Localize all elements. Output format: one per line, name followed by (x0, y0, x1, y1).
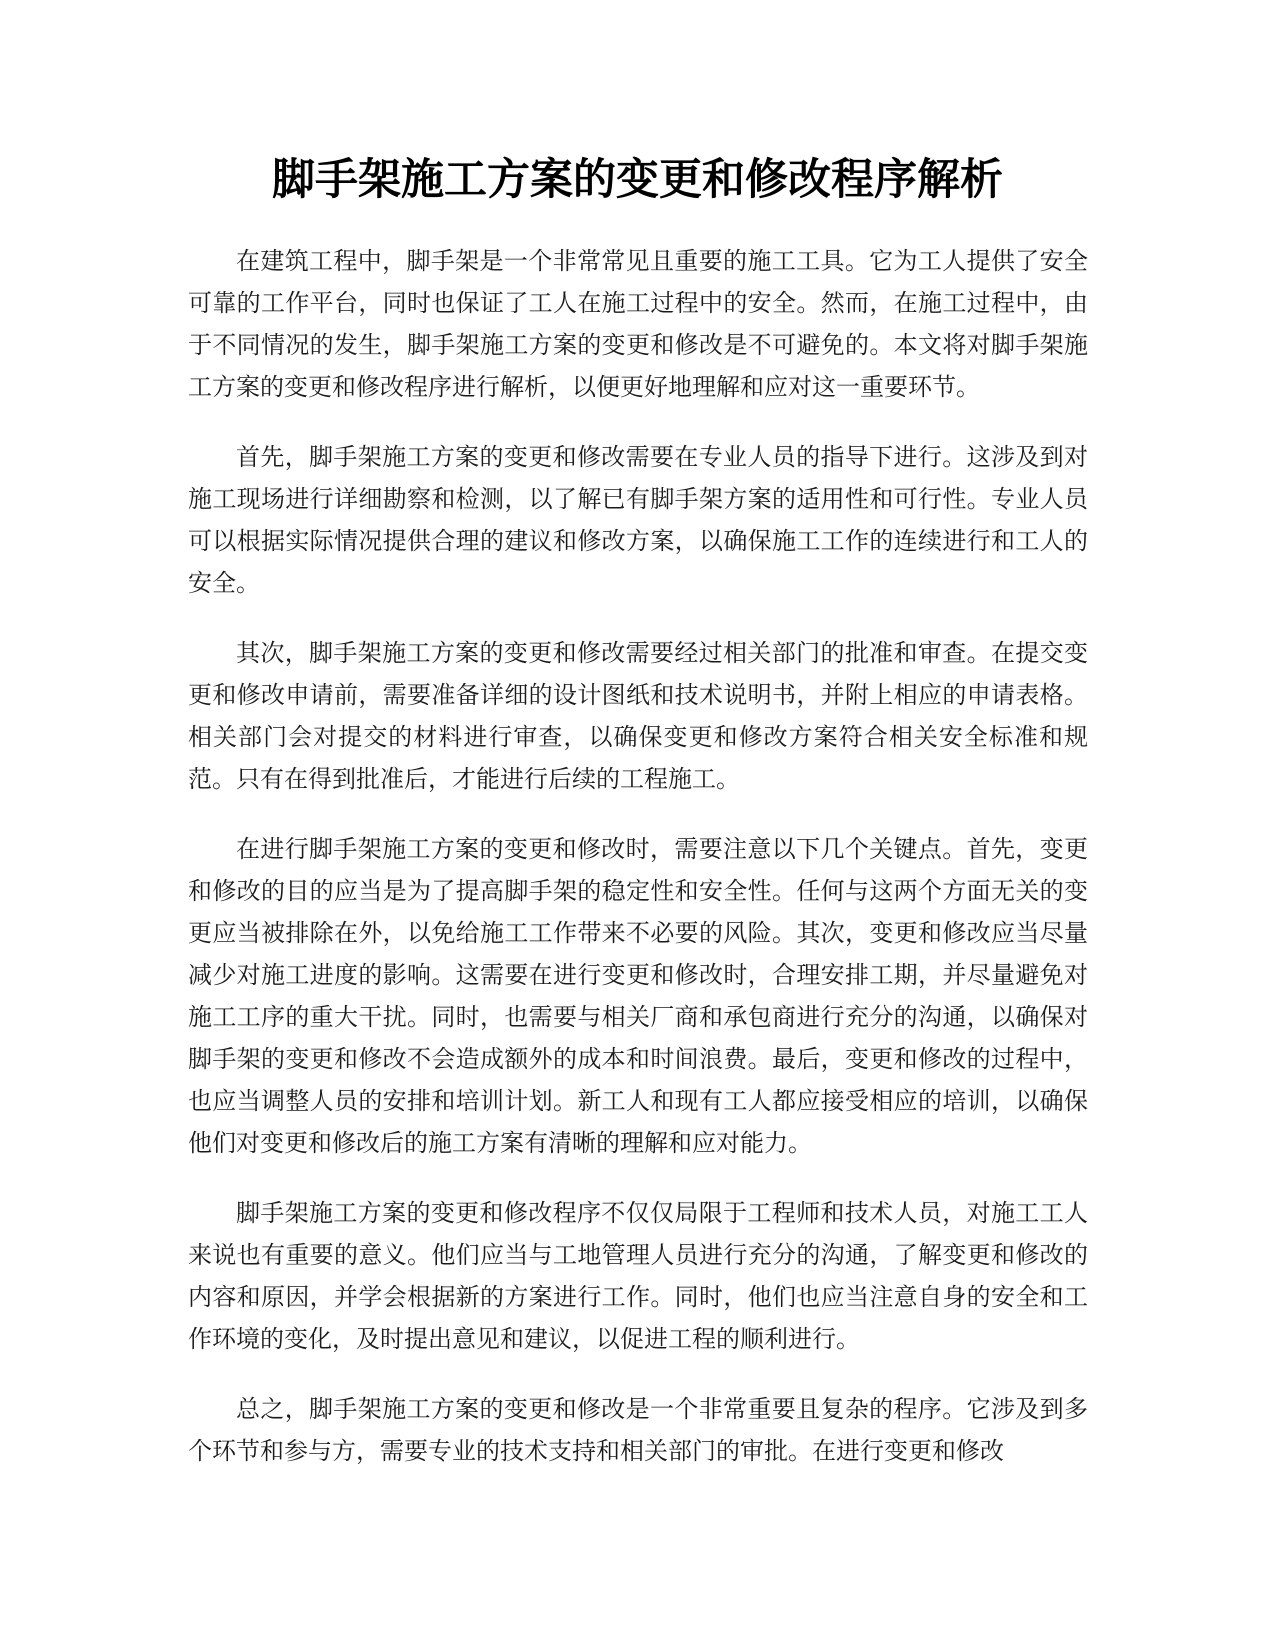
paragraph-2: 首先，脚手架施工方案的变更和修改需要在专业人员的指导下进行。这涉及到对施工现场进行详细勘察和检测，以了解已有脚手架方案的适用性和可行性。专业人员可以根据实际情况提供合理的建议和修改方案，以确保施工工作的连续进行和工人的安全。 (188, 443, 1088, 597)
paragraph-3: 其次，脚手架施工方案的变更和修改需要经过相关部门的批准和审查。在提交变更和修改申请前，需要准备详细的设计图纸和技术说明书，并附上相应的申请表格。相关部门会对提交的材料进行审查，以确保变更和修改方案符合相关安全标准和规范。只有在得到批准后，才能进行后续的工程施工。 (188, 639, 1088, 793)
paragraph-6: 总之，脚手架施工方案的变更和修改是一个非常重要且复杂的程序。它涉及到多个环节和参与方，需要专业的技术支持和相关部门的审批。在进行变更和修改 (188, 1395, 1088, 1465)
paragraph-1: 在建筑工程中，脚手架是一个非常常见且重要的施工工具。它为工人提供了安全可靠的工作平台，同时也保证了工人在施工过程中的安全。然而，在施工过程中，由于不同情况的发生，脚手架施工方案的变更和修改是不可避免的。本文将对脚手架施工方案的变更和修改程序进行解析，以便更好地理解和应对这一重要环节。 (188, 247, 1088, 401)
paragraph-4: 在进行脚手架施工方案的变更和修改时，需要注意以下几个关键点。首先，变更和修改的目的应当是为了提高脚手架的稳定性和安全性。任何与这两个方面无关的变更应当被排除在外，以免给施工工作带来不必要的风险。其次，变更和修改应当尽量减少对施工进度的影响。这需要在进行变更和修改时，合理安排工期，并尽量避免对施工工序的重大干扰。同时，也需要与相关厂商和承包商进行充分的沟通，以确保对脚手架的变更和修改不会造成额外的成本和时间浪费。最后，变更和修改的过程中，也应当调整人员的安排和培训计划。新工人和现有工人都应接受相应的培训，以确保他们对变更和修改后的施工方案有清晰的理解和应对能力。 (188, 835, 1088, 1157)
document-body (188, 240, 1088, 1500)
document-title: 脚手架施工方案的变更和修改程序解析 (272, 155, 1003, 205)
paragraph-5: 脚手架施工方案的变更和修改程序不仅仅局限于工程师和技术人员，对施工工人来说也有重要的意义。他们应当与工地管理人员进行充分的沟通，了解变更和修改的内容和原因，并学会根据新的方案进行工作。同时，他们也应当注意自身的安全和工作环境的变化，及时提出意见和建议，以促进工程的顺利进行。 (188, 1199, 1088, 1353)
